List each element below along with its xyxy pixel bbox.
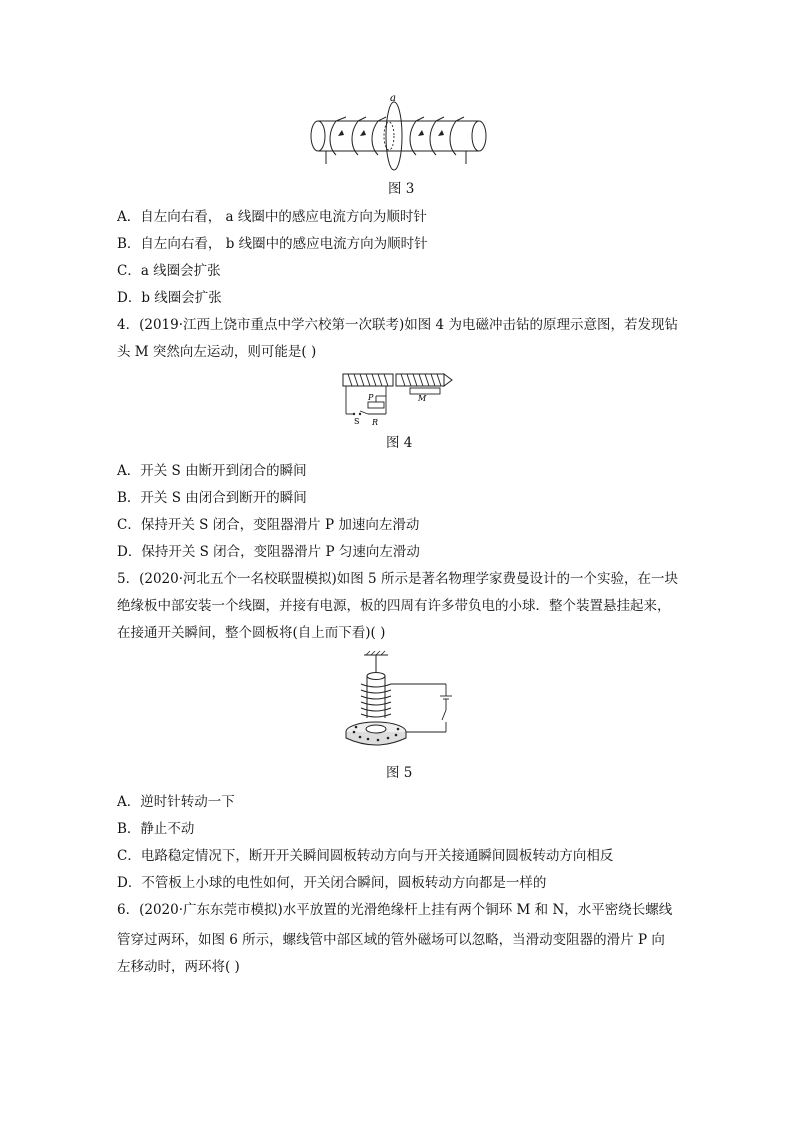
feynman-disk-diagram bbox=[338, 650, 463, 758]
figure-3-caption: 图 3 bbox=[388, 181, 415, 197]
figure-3-label-a: a bbox=[390, 93, 396, 104]
figure-4-label-m: M bbox=[418, 394, 427, 403]
q6-stem-line-3: 左移动时，两环将( ) bbox=[117, 959, 240, 975]
q5-stem-line-2: 绝缘板中部安装一个线圈，并接有电源，板的四周有许多带负电的小球．整个装置悬挂起来， bbox=[117, 598, 671, 614]
q5-stem-line-3: 在接通开关瞬间，整个圆板将(自上而下看)( ) bbox=[117, 625, 386, 641]
q5-option-b: B．静止不动 bbox=[117, 821, 195, 837]
q5-option-a: A．逆时针转动一下 bbox=[117, 794, 235, 810]
figure-3-solenoid bbox=[306, 92, 491, 172]
q4-option-d: D．保持开关 S 闭合，变阻器滑片 P 匀速向左滑动 bbox=[117, 544, 420, 560]
q5-option-c: C．电路稳定情况下，断开开关瞬间圆板转动方向与开关接通瞬间圆板转动方向相反 bbox=[117, 848, 614, 864]
q4-option-a: A．开关 S 由断开到闭合的瞬间 bbox=[117, 463, 307, 479]
q3-option-a: A．自左向右看， a 线圈中的感应电流方向为顺时针 bbox=[117, 209, 427, 225]
figure-4-label-r: R bbox=[372, 418, 379, 427]
solenoid-diagram bbox=[306, 92, 491, 172]
figure-4-impact-drill bbox=[340, 370, 455, 428]
figure-4-caption: 图 4 bbox=[386, 435, 413, 451]
q4-stem-line-1: 4．(2019·江西上饶市重点中学六校第一次联考)如图 4 为电磁冲击钻的原理示意图，若发现钻 bbox=[117, 317, 678, 333]
q4-option-b: B．开关 S 由闭合到断开的瞬间 bbox=[117, 490, 307, 506]
figure-4-label-s: S bbox=[354, 417, 360, 426]
q3-option-c: C．a 线圈会扩张 bbox=[117, 263, 221, 279]
figure-4-label-p: P bbox=[368, 393, 374, 402]
q6-stem-line-2: 管穿过两环，如图 6 所示，螺线管中部区域的管外磁场可以忽略，当滑动变阻器的滑片 P 向 bbox=[117, 932, 665, 948]
figure-5-caption: 图 5 bbox=[386, 765, 413, 781]
q4-stem-line-2: 头 M 突然向左运动，则可能是( ) bbox=[117, 344, 317, 360]
q5-option-d: D．不管板上小球的电性如何，开关闭合瞬间，圆板转动方向都是一样的 bbox=[117, 875, 547, 891]
figure-5-feynman-disk bbox=[338, 650, 463, 758]
q4-option-c: C．保持开关 S 闭合，变阻器滑片 P 加速向左滑动 bbox=[117, 517, 420, 533]
q3-option-d: D．b 线圈会扩张 bbox=[117, 290, 222, 306]
q6-stem-line-1: 6．(2020·广东东莞市模拟)水平放置的光滑绝缘杆上挂有两个铜环 M 和 N，水平密绕长螺线 bbox=[117, 902, 673, 918]
impact-drill-diagram bbox=[340, 370, 455, 428]
q3-option-b: B．自左向右看， b 线圈中的感应电流方向为顺时针 bbox=[117, 236, 428, 252]
q5-stem-line-1: 5．(2020·河北五个一名校联盟模拟)如图 5 所示是著名物理学家费曼设计的一个实验，在一块 bbox=[117, 571, 678, 587]
